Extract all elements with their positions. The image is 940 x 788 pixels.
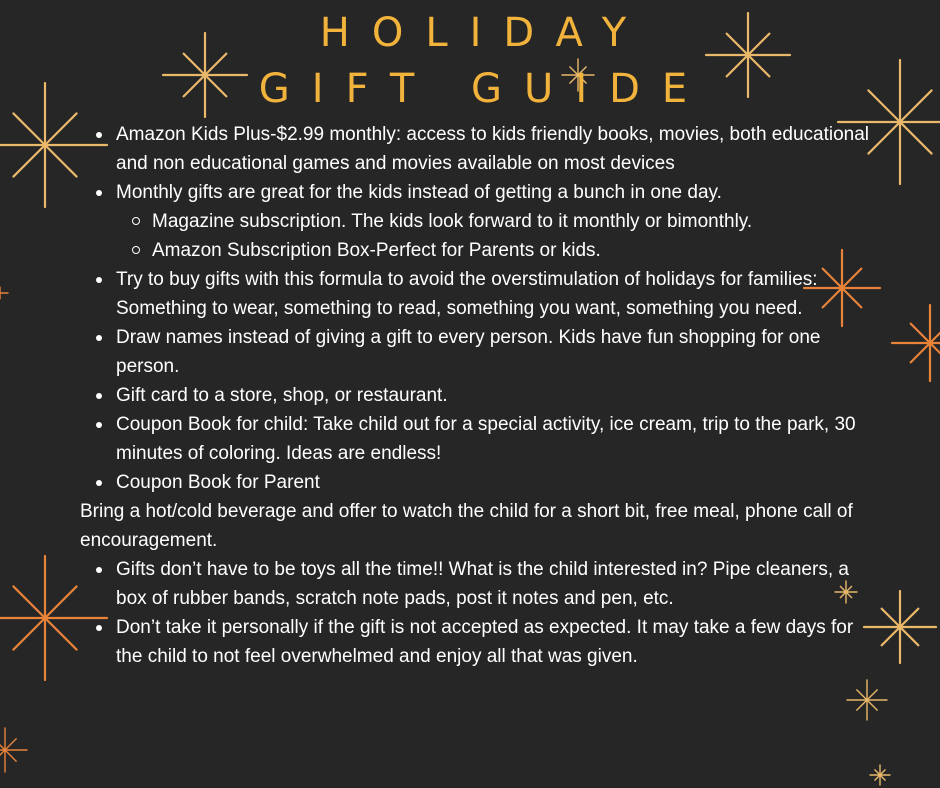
list-item-text: Draw names instead of giving a gift to every person. Kids have fun shopping for one person. <box>116 327 821 377</box>
sparkle-star-icon <box>847 680 887 720</box>
list-item-text: Amazon Kids Plus-$2.99 monthly: access to kids friendly books, movies, both educational and non educational games and movies available on most devices <box>116 124 869 174</box>
list-item-text: Don’t take it personally if the gift is not accepted as expected. It may take a few days for the child to not feel overwhelmed and enjoy all that was given. <box>116 617 854 667</box>
sparkle-star-icon <box>892 305 940 381</box>
list-item-text: Monthly gifts are great for the kids instead of getting a bunch in one day. <box>116 182 722 203</box>
list-item <box>116 120 880 178</box>
list-item <box>116 381 880 410</box>
list-item <box>116 468 880 497</box>
sparkle-star-icon <box>870 765 890 785</box>
bullet-list-2 <box>80 555 880 671</box>
list-item-text: Coupon Book for Parent <box>116 472 320 493</box>
sub-bullet-list <box>116 207 880 265</box>
list-item <box>116 178 880 265</box>
body-paragraph: Bring a hot/cold beverage and offer to watch the child for a short bit, free meal, phone call of encouragement. <box>80 501 853 551</box>
list-item <box>116 323 880 381</box>
list-item <box>116 265 880 323</box>
list-item-text: Coupon Book for child: Take child out for a special activity, ice cream, trip to the park, 30 minutes of coloring. Ideas are endless! <box>116 414 856 464</box>
list-item <box>116 410 880 468</box>
list-item <box>116 555 880 613</box>
sub-list-item <box>152 207 880 236</box>
list-item-text: Gifts don’t have to be toys all the time!! What is the child interested in? Pipe cleaners, a box of rubber bands, scratch note pads, post it notes and pen, etc. <box>116 559 849 609</box>
sub-list-item-text: Amazon Subscription Box-Perfect for Parents or kids. <box>152 240 601 261</box>
title-gift-guide: GIFT GUIDE <box>258 66 710 112</box>
bullet-list-1 <box>80 120 880 497</box>
list-item <box>116 613 880 671</box>
sparkle-star-icon <box>0 728 27 772</box>
list-item-text: Try to buy gifts with this formula to avoid the overstimulation of holidays for families: Something to wear, something to read, something you want, something you need. <box>116 269 818 319</box>
list-item-text: Gift card to a store, shop, or restaurant. <box>116 385 448 406</box>
gift-guide-content <box>80 120 880 671</box>
sub-list-item <box>152 236 880 265</box>
sparkle-star-icon <box>0 287 8 299</box>
sub-list-item-text: Magazine subscription. The kids look forward to it monthly or bimonthly. <box>152 211 753 232</box>
title-holiday: HOLIDAY <box>319 10 649 56</box>
